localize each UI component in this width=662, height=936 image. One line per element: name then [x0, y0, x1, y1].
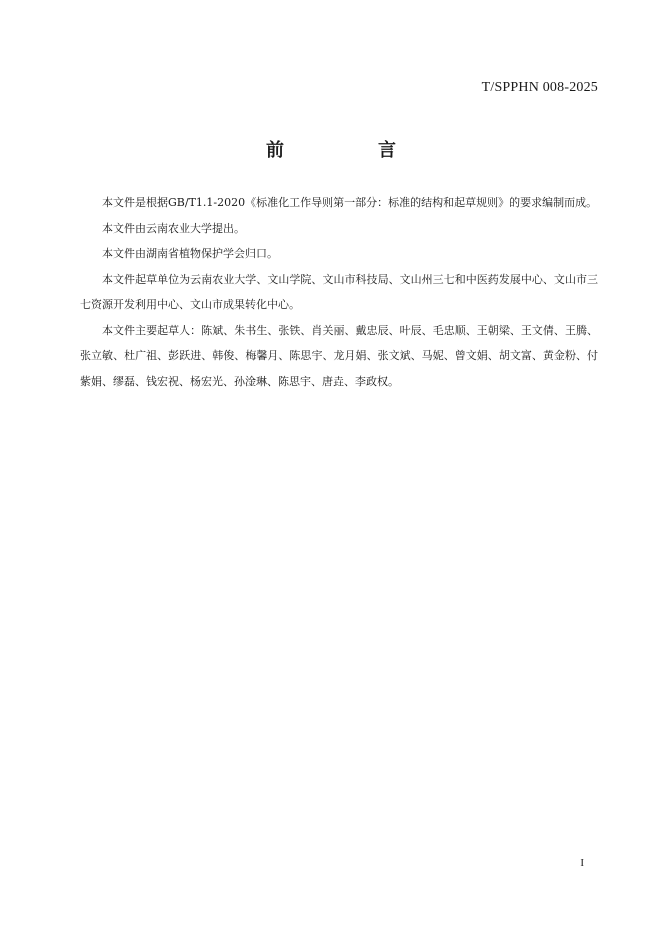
page-number: I: [580, 857, 584, 869]
document-code: T/SPPHN 008-2025: [481, 80, 598, 95]
paragraph-drafting-units: 本文件起草单位为云南农业大学、文山学院、文山市科技局、文山州三七和中医药发展中心、文山市三七资源开发利用中心、文山市成果转化中心。: [80, 272, 598, 311]
paragraph-administrator: 本文件由湖南省植物保护学会归口。: [102, 247, 278, 260]
paragraph-basis: 本文件是根据GB/T1.1-2020《标准化工作导则第一部分：标准的结构和起草规则》的要求编制而成。: [102, 196, 598, 209]
foreword-body: [80, 190, 598, 394]
paragraph-proposer: 本文件由云南农业大学提出。: [102, 221, 245, 235]
paragraph-drafters: 本文件主要起草人：陈斌、朱书生、张铁、肖关丽、戴忠辰、叶辰、毛忠顺、王朝梁、王文倩、王腾、张立敏、杜广祖、彭跃进、韩俊、梅馨月、陈思宇、龙月娟、张文斌、马妮、曾文娟、胡文富、黄金粉、付紫娟、缪磊、钱宏祝、杨宏光、孙淦琳、陈思宇、唐垚、李政权。: [80, 323, 598, 388]
page-title: 前 言: [266, 140, 434, 161]
